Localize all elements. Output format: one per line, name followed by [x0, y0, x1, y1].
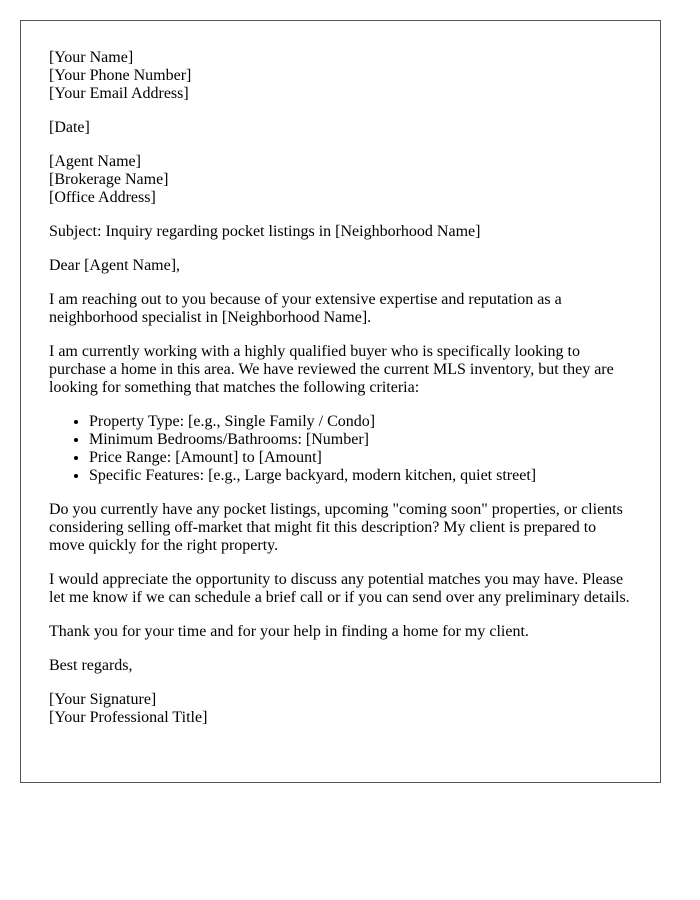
body-paragraph: I would appreciate the opportunity to discuss any potential matches you may have. Please let me know if we can schedule a brief call or if you can send over any preliminary details. [49, 571, 630, 606]
body-paragraph: Thank you for your time and for your help in finding a home for my client. [49, 623, 529, 640]
criteria-item: • Property Type: [e.g., Single Family / Condo] [89, 413, 632, 431]
office-address: [Office Address] [49, 189, 156, 206]
subject-line: Subject: Inquiry regarding pocket listings in [Neighborhood Name] [49, 223, 481, 240]
letter [20, 20, 661, 783]
criteria-list [49, 413, 632, 485]
signoff: Best regards, [49, 657, 133, 674]
criteria-item: • Specific Features: [e.g., Large backyard, modern kitchen, quiet street] [89, 467, 632, 485]
recipient-block [49, 153, 632, 207]
body-paragraph: I am reaching out to you because of your extensive expertise and reputation as a neighborhood specialist in [Neighborhood Name]. [49, 291, 562, 326]
signature-block [49, 691, 632, 727]
agent-name: [Agent Name] [49, 153, 141, 170]
salutation: Dear [Agent Name], [49, 257, 181, 274]
professional-title: [Your Professional Title] [49, 709, 208, 726]
date: [Date] [49, 119, 90, 136]
sender-email: [Your Email Address] [49, 85, 189, 102]
body-paragraph: Do you currently have any pocket listings, upcoming "coming soon" properties, or clients considering selling off-market that might fit this description? My client is prepared to move quickly for the right property. [49, 501, 623, 554]
sender-block [49, 49, 632, 103]
criteria-item: • Price Range: [Amount] to [Amount] [89, 449, 632, 467]
body-paragraph: I am currently working with a highly qualified buyer who is specifically looking to purchase a home in this area. We have reviewed the current MLS inventory, but they are looking for something that matches the following criteria: [49, 343, 614, 396]
criteria-item: • Minimum Bedrooms/Bathrooms: [Number] [89, 431, 632, 449]
brokerage-name: [Brokerage Name] [49, 171, 169, 188]
sender-name: [Your Name] [49, 49, 134, 66]
sender-phone: [Your Phone Number] [49, 67, 192, 84]
signature: [Your Signature] [49, 691, 157, 708]
